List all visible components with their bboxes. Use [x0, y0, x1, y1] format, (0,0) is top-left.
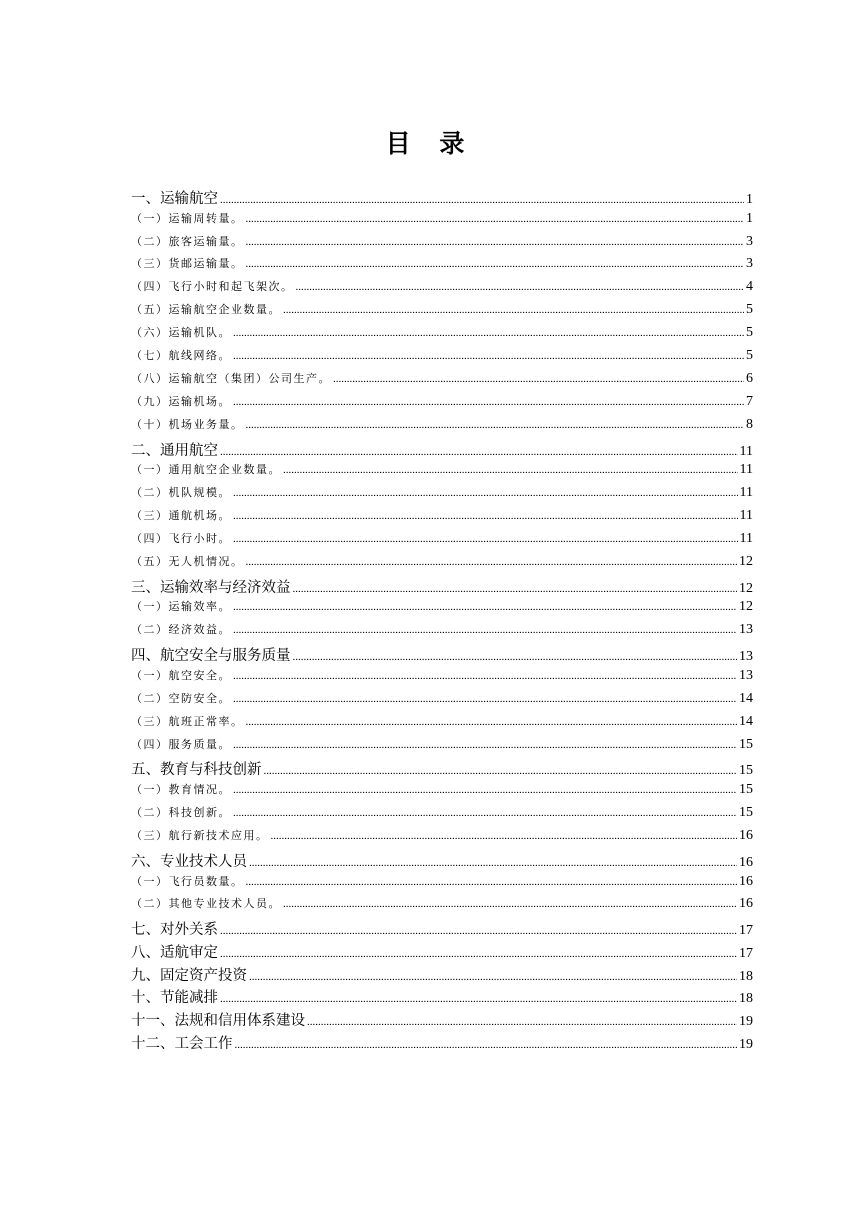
toc-dot-leader — [233, 396, 744, 408]
toc-section-entry[interactable] — [131, 187, 753, 210]
toc-page-number: 15 — [739, 763, 753, 779]
toc-page-number: 18 — [739, 968, 753, 984]
toc-entry-label: （二）空防安全。 — [131, 691, 231, 705]
toc-entry-label: （十）机场业务量。 — [131, 417, 244, 431]
toc-dot-leader — [233, 693, 737, 705]
toc-subsection-entry[interactable] — [131, 690, 753, 713]
toc-dot-leader — [283, 464, 738, 476]
toc-subsection-entry[interactable] — [131, 301, 753, 324]
toc-dot-leader — [220, 948, 737, 960]
toc-entry-label: （四）飞行小时和起飞架次。 — [131, 280, 294, 294]
toc-page-number: 6 — [746, 370, 753, 386]
toc-dot-leader — [296, 281, 745, 293]
toc-dot-leader — [246, 236, 745, 248]
toc-section-entry[interactable] — [131, 439, 753, 462]
toc-subsection-entry[interactable] — [131, 781, 753, 804]
toc-entry-label: （一）航空安全。 — [131, 668, 231, 682]
toc-page-number: 15 — [739, 782, 753, 798]
toc-subsection-entry[interactable] — [131, 347, 753, 370]
toc-page-number: 11 — [739, 462, 753, 478]
toc-dot-leader — [249, 857, 737, 869]
toc-subsection-entry[interactable] — [131, 393, 753, 416]
toc-dot-leader — [220, 925, 737, 937]
toc-dot-leader — [233, 624, 737, 636]
toc-dot-leader — [233, 533, 738, 545]
toc-dot-leader — [233, 601, 737, 613]
toc-page-number: 1 — [746, 192, 753, 207]
toc-page-number: 13 — [739, 622, 753, 638]
toc-section-entry[interactable] — [131, 576, 753, 599]
toc-subsection-entry[interactable] — [131, 507, 753, 530]
toc-subsection-entry[interactable] — [131, 233, 753, 256]
toc-page-number: 5 — [746, 348, 753, 364]
toc-subsection-entry[interactable] — [131, 255, 753, 278]
toc-page-number: 16 — [739, 873, 753, 889]
toc-subsection-entry[interactable] — [131, 416, 753, 439]
toc-page-number: 7 — [746, 393, 753, 409]
toc-entry-label: （八）运输航空（集团）公司生产。 — [131, 371, 331, 385]
toc-page-number: 12 — [739, 599, 753, 615]
toc-entry-label: （二）科技创新。 — [131, 806, 231, 820]
toc-subsection-entry[interactable] — [131, 530, 753, 553]
toc-dot-leader — [246, 258, 745, 270]
toc-page-number: 11 — [739, 443, 753, 459]
toc-entry-label: 六、专业技术人员 — [131, 853, 247, 870]
toc-entry-label: （一）运输周转量。 — [131, 211, 244, 225]
toc-section-entry[interactable] — [131, 1009, 753, 1032]
toc-section-entry[interactable] — [131, 986, 753, 1009]
toc-entry-label: （七）航线网络。 — [131, 349, 231, 363]
toc-subsection-entry[interactable] — [131, 461, 753, 484]
toc-entry-label: 八、适航审定 — [131, 944, 218, 961]
toc-dot-leader — [264, 765, 738, 777]
toc-subsection-entry[interactable] — [131, 667, 753, 690]
toc-dot-leader — [235, 1039, 738, 1051]
toc-subsection-entry[interactable] — [131, 621, 753, 644]
toc-dot-leader — [246, 213, 745, 225]
toc-dot-leader — [233, 670, 737, 682]
toc-dot-leader — [220, 993, 737, 1005]
toc-dot-leader — [220, 446, 738, 458]
toc-entry-label: （一）教育情况。 — [131, 783, 231, 797]
toc-entry-label: （一）通用航空企业数量。 — [131, 463, 281, 477]
toc-page-number: 16 — [739, 854, 753, 870]
toc-entry-label: （九）运输机场。 — [131, 394, 231, 408]
table-of-contents — [131, 187, 753, 1054]
toc-subsection-entry[interactable] — [131, 713, 753, 736]
toc-dot-leader — [233, 784, 737, 796]
toc-section-entry[interactable] — [131, 758, 753, 781]
toc-entry-label: （三）航班正常率。 — [131, 714, 244, 728]
toc-entry-label: （六）运输机队。 — [131, 326, 231, 340]
toc-page-number: 5 — [746, 325, 753, 341]
toc-section-entry[interactable] — [131, 918, 753, 941]
toc-subsection-entry[interactable] — [131, 804, 753, 827]
toc-dot-leader — [293, 651, 738, 663]
toc-entry-label: （一）飞行员数量。 — [131, 874, 244, 888]
toc-dot-leader — [233, 739, 737, 751]
toc-subsection-entry[interactable] — [131, 210, 753, 233]
toc-dot-leader — [246, 556, 738, 568]
toc-entry-label: 一、运输航空 — [131, 191, 218, 207]
toc-page-number: 12 — [739, 553, 753, 569]
toc-subsection-entry[interactable] — [131, 370, 753, 393]
toc-page-number: 15 — [739, 805, 753, 821]
toc-section-entry[interactable] — [131, 964, 753, 987]
toc-page-number: 14 — [739, 690, 753, 706]
toc-subsection-entry[interactable] — [131, 827, 753, 850]
toc-page-number: 11 — [739, 485, 753, 501]
toc-page-number: 1 — [746, 210, 753, 226]
toc-subsection-entry[interactable] — [131, 598, 753, 621]
toc-page-number: 11 — [739, 530, 753, 546]
toc-section-entry[interactable] — [131, 850, 753, 873]
toc-entry-label: 七、对外关系 — [131, 922, 218, 939]
toc-section-entry[interactable] — [131, 644, 753, 667]
toc-dot-leader — [333, 373, 744, 385]
toc-page-number: 4 — [746, 279, 753, 295]
toc-title: 目 录 — [385, 129, 475, 158]
toc-page-number: 15 — [739, 736, 753, 752]
toc-entry-label: 二、通用航空 — [131, 442, 218, 459]
toc-entry-label: （三）通航机场。 — [131, 509, 231, 523]
toc-subsection-entry[interactable] — [131, 895, 753, 918]
toc-entry-label: （五）无人机情况。 — [131, 554, 244, 568]
toc-entry-label: （四）服务质量。 — [131, 737, 231, 751]
toc-page-number: 16 — [739, 827, 753, 843]
toc-page-number: 18 — [739, 991, 753, 1007]
toc-section-entry[interactable] — [131, 1032, 753, 1055]
toc-entry-label: 四、航空安全与服务质量 — [131, 648, 291, 665]
toc-page-number: 14 — [739, 713, 753, 729]
toc-page-number: 12 — [739, 580, 753, 596]
toc-page-number: 3 — [746, 233, 753, 249]
toc-dot-leader — [233, 327, 744, 339]
toc-page-number: 17 — [739, 945, 753, 961]
toc-dot-leader — [293, 583, 738, 595]
toc-entry-label: （二）其他专业技术人员。 — [131, 897, 281, 911]
toc-entry-label: 十一、法规和信用体系建设 — [131, 1013, 305, 1030]
toc-subsection-entry[interactable] — [131, 873, 753, 896]
toc-dot-leader — [246, 716, 738, 728]
toc-entry-label: （三）航行新技术应用。 — [131, 828, 269, 842]
toc-entry-label: 十、节能减排 — [131, 990, 218, 1007]
toc-subsection-entry[interactable] — [131, 484, 753, 507]
toc-dot-leader — [233, 487, 738, 499]
toc-subsection-entry[interactable] — [131, 324, 753, 347]
toc-dot-leader — [283, 898, 737, 910]
toc-dot-leader — [271, 830, 738, 842]
toc-page-number: 16 — [739, 896, 753, 912]
toc-entry-label: 九、固定资产投资 — [131, 967, 247, 984]
toc-entry-label: 十二、工会工作 — [131, 1035, 233, 1052]
toc-page-number: 13 — [739, 649, 753, 665]
toc-dot-leader — [246, 876, 738, 888]
toc-page-number: 3 — [746, 256, 753, 272]
toc-dot-leader — [307, 1016, 737, 1028]
toc-page-number: 5 — [746, 302, 753, 318]
toc-dot-leader — [246, 419, 745, 431]
toc-dot-leader — [220, 194, 744, 206]
toc-entry-label: 五、教育与科技创新 — [131, 762, 262, 779]
toc-subsection-entry[interactable] — [131, 553, 753, 576]
toc-dot-leader — [233, 350, 744, 362]
toc-page-number: 19 — [739, 1014, 753, 1030]
toc-entry-label: 三、运输效率与经济效益 — [131, 579, 291, 596]
toc-page-number: 19 — [739, 1036, 753, 1052]
toc-page-number: 11 — [739, 508, 753, 524]
toc-entry-label: （一）运输效率。 — [131, 600, 231, 614]
toc-entry-label: （二）旅客运输量。 — [131, 234, 244, 248]
toc-dot-leader — [233, 807, 737, 819]
toc-page-number: 13 — [739, 667, 753, 683]
toc-entry-label: （三）货邮运输量。 — [131, 257, 244, 271]
toc-dot-leader — [233, 510, 738, 522]
toc-subsection-entry[interactable] — [131, 736, 753, 759]
toc-section-entry[interactable] — [131, 941, 753, 964]
toc-entry-label: （二）经济效益。 — [131, 623, 231, 637]
toc-dot-leader — [283, 304, 744, 316]
toc-entry-label: （五）运输航空企业数量。 — [131, 303, 281, 317]
toc-page-number: 17 — [739, 923, 753, 939]
toc-entry-label: （四）飞行小时。 — [131, 531, 231, 545]
toc-subsection-entry[interactable] — [131, 278, 753, 301]
toc-entry-label: （二）机队规模。 — [131, 486, 231, 500]
toc-dot-leader — [249, 971, 737, 983]
toc-page-number: 8 — [746, 416, 753, 432]
